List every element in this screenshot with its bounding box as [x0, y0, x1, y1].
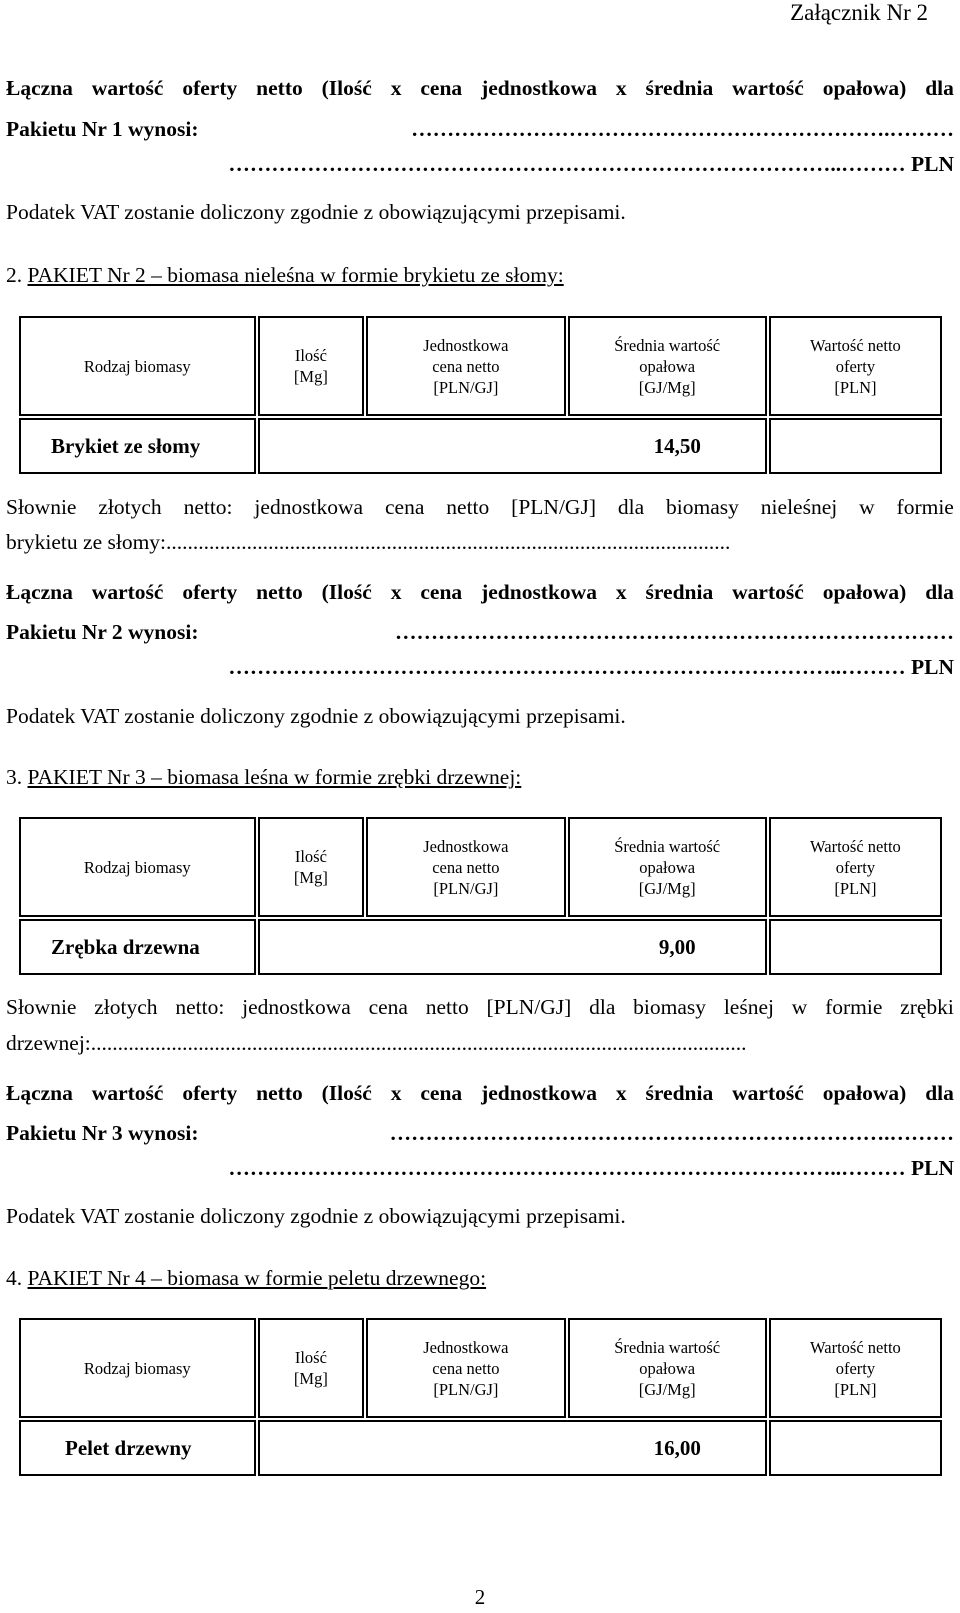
- row-value-cell: [258, 919, 767, 975]
- total-label-line-p1: [6, 117, 954, 142]
- header-line: [GJ/Mg]: [638, 878, 696, 898]
- dots-p3: …………………………………………………………….………: [389, 1121, 954, 1145]
- header-line: oferty: [835, 356, 876, 376]
- word: netto: [256, 580, 303, 604]
- total-label-p1: Pakietu Nr 1 wynosi:: [6, 117, 199, 141]
- word: biomasy: [666, 495, 739, 519]
- header-line: Jednostkowa: [423, 1337, 509, 1357]
- calorific-value: 14,50: [653, 433, 701, 458]
- row-value-cell: [258, 1420, 767, 1476]
- header-line: Średnia wartość: [614, 1337, 721, 1357]
- header-line: [Mg]: [293, 367, 328, 386]
- header-rodzaj: [19, 1318, 256, 1418]
- dots-p2: ……………………………………………………………………: [395, 620, 954, 644]
- header-line: Ilość: [294, 346, 327, 365]
- word: wartość: [732, 1081, 804, 1105]
- word: cena: [420, 580, 463, 604]
- heading-title: PAKIET Nr 3 – biomasa leśna w formie zrębki drzewnej:: [27, 765, 522, 789]
- header-cena: [366, 817, 565, 917]
- word: jednostkowa: [481, 1081, 597, 1105]
- word: x: [390, 76, 402, 100]
- word: x: [615, 76, 627, 100]
- slownie-cont-p2: brykietu ze słomy:.........................................................................................................: [6, 530, 731, 554]
- header-wartosc-opalowa: [568, 316, 767, 416]
- header-line: cena netto: [432, 356, 500, 376]
- word: x: [615, 1081, 627, 1105]
- row-value-cell: [258, 418, 767, 474]
- heading-number: 2.: [6, 263, 23, 287]
- word: wartość: [732, 76, 804, 100]
- header-line: Ilość: [294, 847, 327, 866]
- header-ilosc: [258, 1318, 365, 1418]
- word: netto: [256, 1081, 303, 1105]
- word: wartość: [91, 1081, 164, 1105]
- word: w: [859, 495, 875, 519]
- word: dla: [617, 495, 645, 519]
- slownie-line-p2: [6, 495, 954, 520]
- total-label-line-p2: [6, 620, 954, 645]
- header-ilosc: [258, 817, 365, 917]
- word: cena: [368, 995, 408, 1019]
- calorific-value: 16,00: [653, 1435, 701, 1460]
- word: średnia: [645, 1081, 714, 1105]
- word: (Ilość: [321, 580, 372, 604]
- total-line-p2: [6, 580, 954, 605]
- total-line-p1: [6, 76, 954, 101]
- word: dla: [925, 76, 954, 100]
- biomass-name: Zrębka drzewna: [19, 919, 256, 975]
- vat-note-p3: Podatek VAT zostanie doliczony zgodnie z obowiązującymi przepisami.: [6, 1204, 626, 1228]
- heading-pakiet-3: [6, 765, 521, 790]
- word: zrębki: [900, 995, 954, 1019]
- word: leśnej: [723, 995, 774, 1019]
- header-wartosc-opalowa: [568, 817, 767, 917]
- word: [PLN/GJ]: [511, 495, 596, 519]
- header-line: Ilość: [294, 1348, 327, 1367]
- dots-pln-p2: …………………………………………………………………………..……… PLN: [228, 655, 954, 679]
- table-pakiet-2: [17, 314, 944, 476]
- heading-pakiet-2: [6, 263, 564, 288]
- header-line: [PLN]: [834, 878, 877, 898]
- word: dla: [589, 995, 616, 1019]
- header-line: [PLN/GJ]: [433, 377, 499, 397]
- table-pakiet-4: [17, 1316, 944, 1478]
- word: oferty: [182, 76, 238, 100]
- header-line: [Mg]: [293, 868, 328, 887]
- header-ilosc: [258, 316, 365, 416]
- biomass-name: Pelet drzewny: [19, 1420, 256, 1476]
- heading-title: PAKIET Nr 4 – biomasa w formie peletu drzewnego:: [27, 1266, 487, 1290]
- word: jednostkowa: [481, 580, 597, 604]
- empty-cell: [769, 418, 942, 474]
- word: opałowa): [822, 76, 907, 100]
- word: netto: [446, 495, 490, 519]
- word: opałowa): [822, 1081, 907, 1105]
- header-line: Jednostkowa: [423, 836, 509, 856]
- word: cena: [420, 1081, 463, 1105]
- word: w: [791, 995, 808, 1019]
- empty-cell: [769, 1420, 942, 1476]
- word: złotych: [94, 995, 158, 1019]
- word: x: [390, 580, 402, 604]
- slownie-line-p3: [6, 995, 954, 1020]
- header-line: [PLN]: [834, 1379, 877, 1399]
- word: (Ilość: [321, 76, 372, 100]
- total-line-p3: [6, 1081, 954, 1106]
- header-wartosc-netto: [769, 817, 942, 917]
- heading-number: 4.: [6, 1266, 23, 1290]
- header-wartosc-netto: [769, 316, 942, 416]
- vat-note-p1: Podatek VAT zostanie doliczony zgodnie z obowiązującymi przepisami.: [6, 200, 626, 224]
- word: [PLN/GJ]: [486, 995, 572, 1019]
- empty-cell: [769, 919, 942, 975]
- word: netto: [425, 995, 469, 1019]
- word: średnia: [645, 76, 714, 100]
- header-rodzaj: [19, 817, 256, 917]
- word: netto:: [183, 495, 233, 519]
- header-line: Wartość netto: [810, 1337, 901, 1357]
- page-number: 2: [474, 1585, 486, 1609]
- word: nieleśnej: [760, 495, 838, 519]
- word: dla: [925, 1081, 954, 1105]
- total-label-line-p3: [6, 1121, 954, 1146]
- header-line: Rodzaj biomasy: [83, 356, 191, 376]
- word: (Ilość: [321, 1081, 372, 1105]
- slownie-cont-p3: drzewnej:..........................................................................................................................: [6, 1031, 747, 1055]
- word: Słownie: [6, 495, 77, 519]
- word: formie: [825, 995, 883, 1019]
- dots-pln-p3: …………………………………………………………………………..……… PLN: [228, 1156, 954, 1180]
- word: średnia: [645, 580, 714, 604]
- header-line: oferty: [835, 1358, 876, 1378]
- header-line: opałowa: [639, 1358, 696, 1378]
- word: jednostkowa: [481, 76, 597, 100]
- header-line: Wartość netto: [810, 335, 901, 355]
- heading-number: 3.: [6, 765, 23, 789]
- word: złotych: [98, 495, 162, 519]
- header-line: [PLN/GJ]: [433, 878, 499, 898]
- annex-label: Załącznik Nr 2: [790, 0, 928, 25]
- header-line: [PLN]: [834, 377, 877, 397]
- word: oferty: [182, 1081, 238, 1105]
- word: oferty: [182, 580, 238, 604]
- header-rodzaj: [19, 316, 256, 416]
- header-cena: [366, 1318, 565, 1418]
- heading-pakiet-4: [6, 1266, 486, 1291]
- total-label-p2: Pakietu Nr 2 wynosi:: [6, 620, 199, 644]
- heading-title: PAKIET Nr 2 – biomasa nieleśna w formie brykietu ze słomy:: [27, 263, 564, 287]
- word: x: [615, 580, 627, 604]
- header-line: Średnia wartość: [614, 836, 721, 856]
- header-line: [GJ/Mg]: [638, 1379, 696, 1399]
- word: wartość: [91, 76, 164, 100]
- header-line: [GJ/Mg]: [638, 377, 696, 397]
- header-line: cena netto: [432, 857, 500, 877]
- header-line: Jednostkowa: [423, 335, 509, 355]
- header-wartosc-netto: [769, 1318, 942, 1418]
- total-label-p3: Pakietu Nr 3 wynosi:: [6, 1121, 199, 1145]
- table-pakiet-3: [17, 815, 944, 977]
- header-line: Średnia wartość: [614, 335, 721, 355]
- header-line: opałowa: [639, 356, 696, 376]
- vat-note-p2: Podatek VAT zostanie doliczony zgodnie z obowiązującymi przepisami.: [6, 704, 626, 728]
- header-line: Rodzaj biomasy: [83, 857, 191, 877]
- header-line: opałowa: [639, 857, 696, 877]
- word: jednostkowa: [254, 495, 364, 519]
- dots-pln-p1: …………………………………………………………………………..……… PLN: [228, 152, 954, 176]
- header-line: Wartość netto: [810, 836, 901, 856]
- header-line: [PLN/GJ]: [433, 1379, 499, 1399]
- word: Słownie: [6, 995, 77, 1019]
- word: dla: [925, 580, 954, 604]
- word: Łączna: [6, 1081, 73, 1105]
- word: cena: [385, 495, 425, 519]
- header-cena: [366, 316, 565, 416]
- word: netto:: [175, 995, 225, 1019]
- biomass-name: Brykiet ze słomy: [19, 418, 256, 474]
- header-line: [Mg]: [293, 1369, 328, 1388]
- header-line: cena netto: [432, 1358, 500, 1378]
- word: netto: [256, 76, 303, 100]
- word: x: [390, 1081, 402, 1105]
- header-line: Rodzaj biomasy: [83, 1358, 191, 1378]
- header-wartosc-opalowa: [568, 1318, 767, 1418]
- word: wartość: [732, 580, 804, 604]
- word: Łączna: [6, 580, 73, 604]
- word: wartość: [91, 580, 164, 604]
- word: formie: [896, 495, 954, 519]
- calorific-value: 9,00: [658, 934, 696, 959]
- word: biomasy: [633, 995, 707, 1019]
- word: opałowa): [822, 580, 907, 604]
- header-line: oferty: [835, 857, 876, 877]
- word: Łączna: [6, 76, 73, 100]
- word: cena: [420, 76, 463, 100]
- word: jednostkowa: [242, 995, 351, 1019]
- dots-p1: ………………………………………………………….………: [411, 117, 954, 141]
